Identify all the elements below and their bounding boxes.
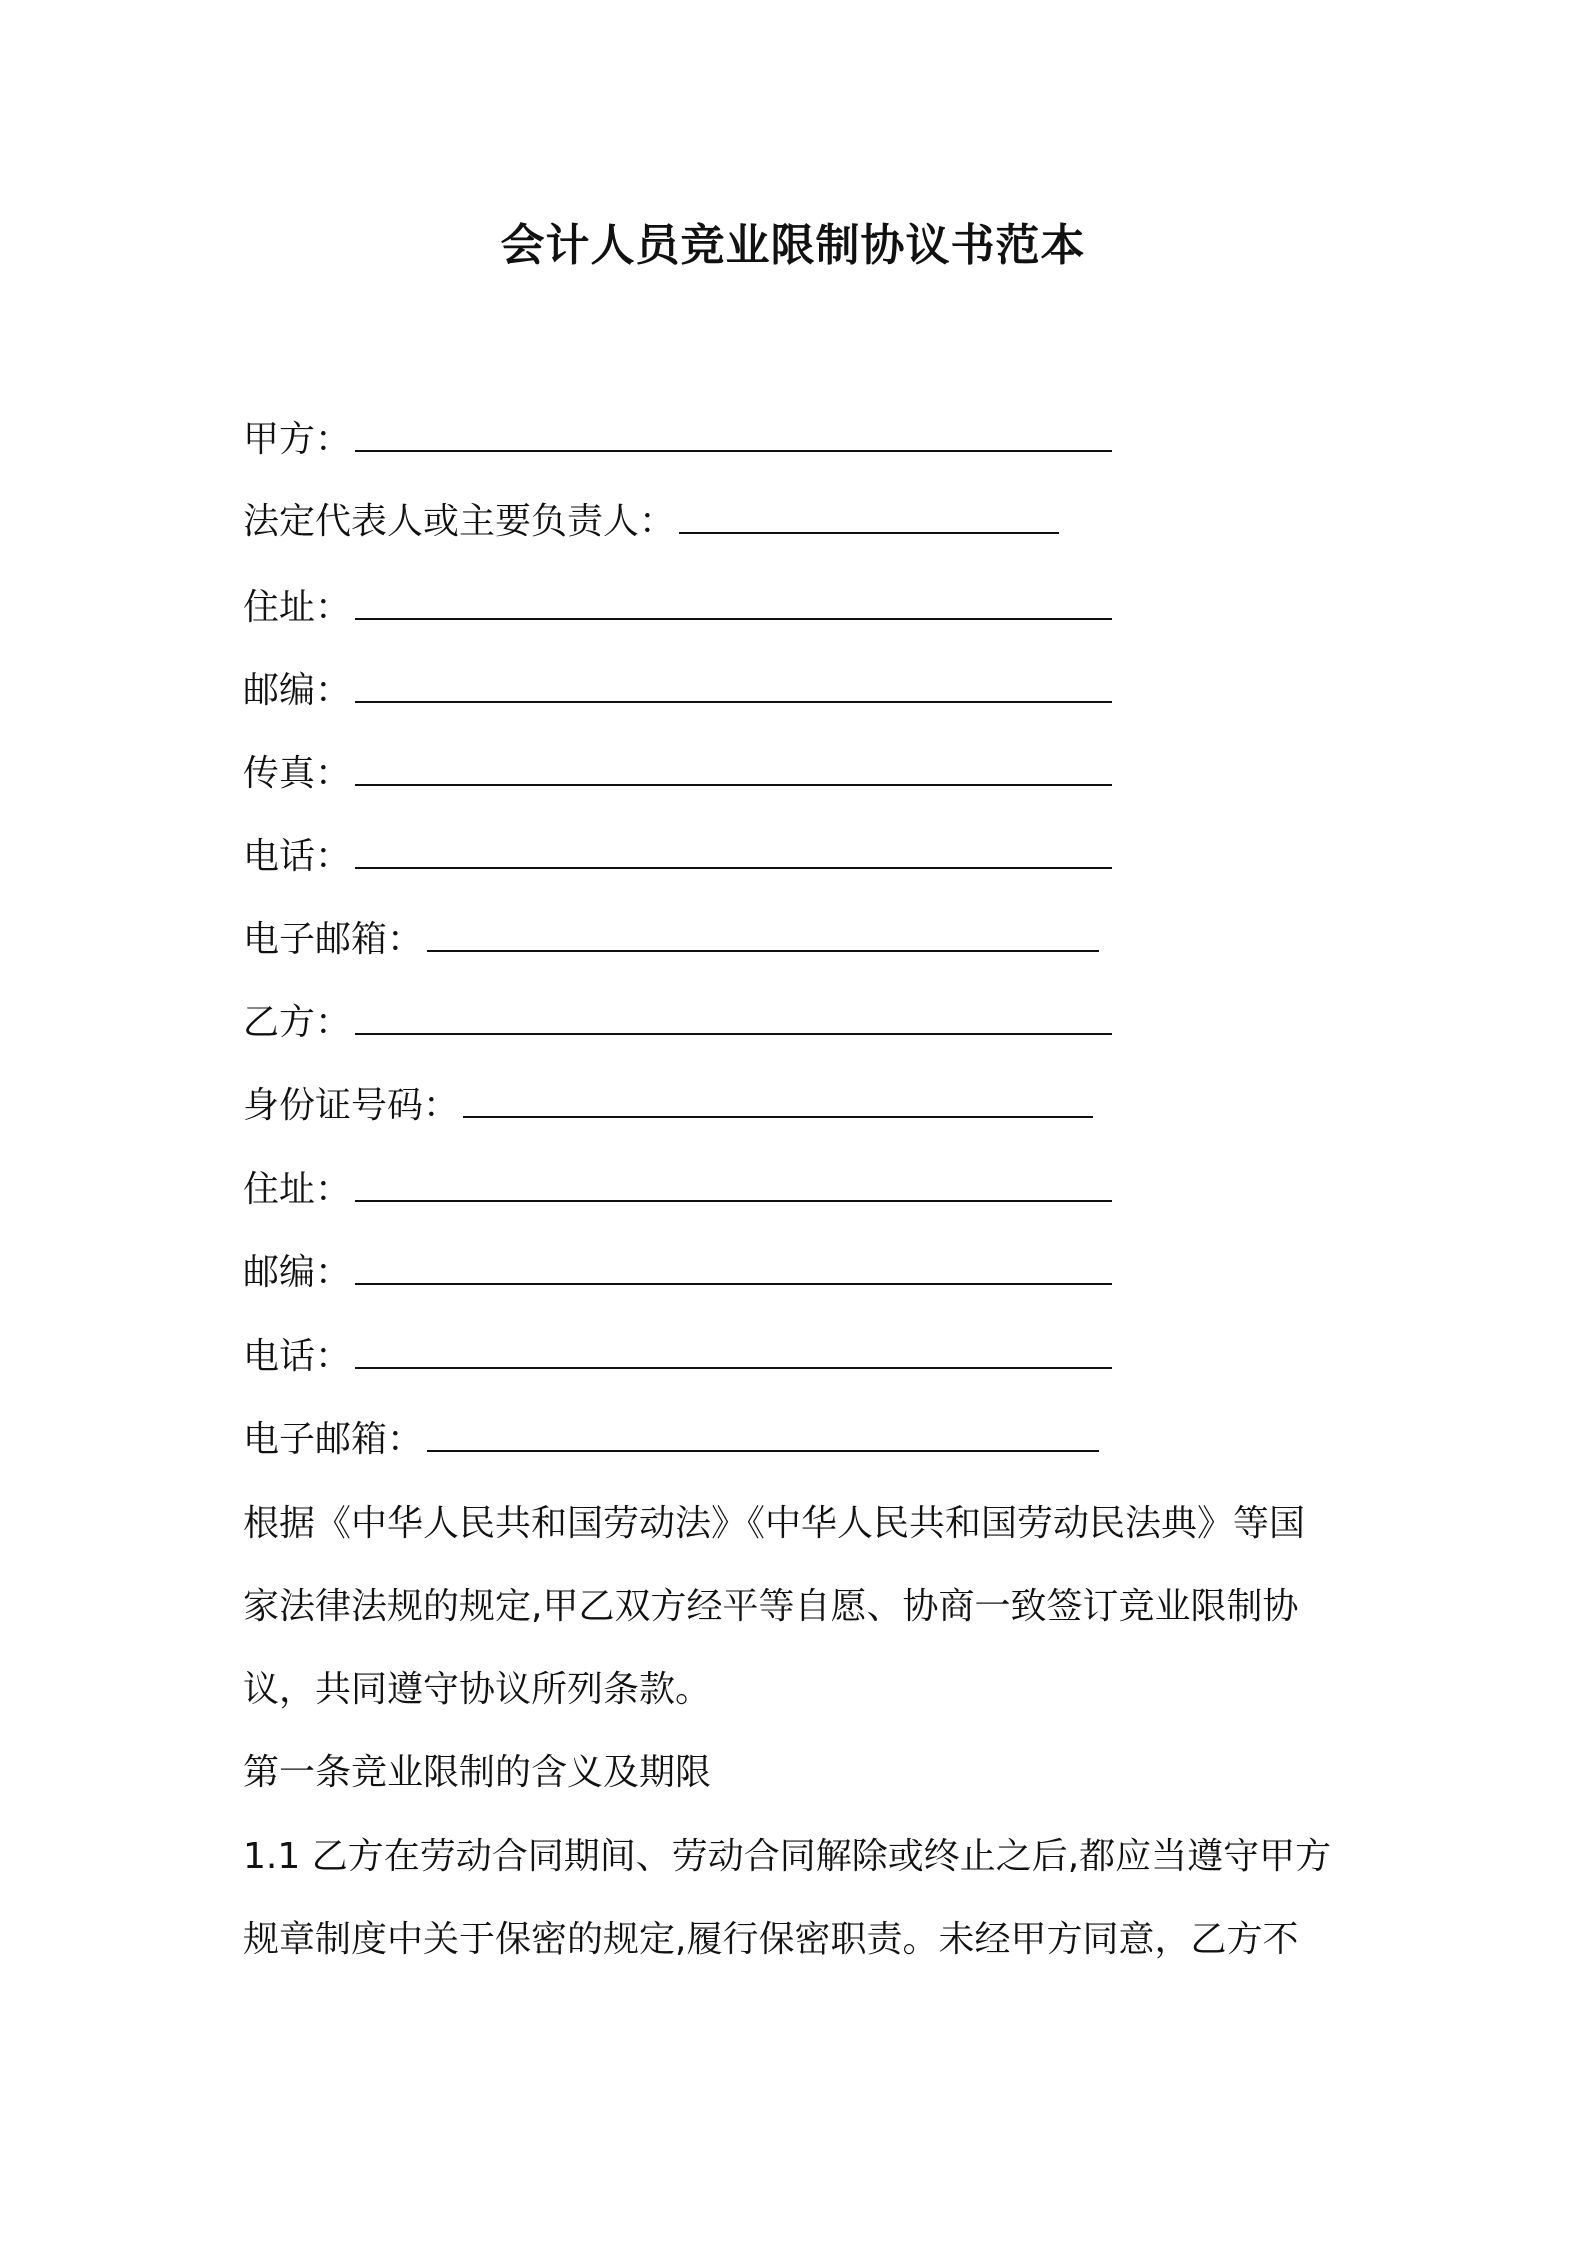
preamble-line-3: 议，共同遵守协议所列条款。 <box>243 1669 712 1710</box>
party-b-postcode-field <box>243 1243 1112 1303</box>
clause-1-1-line-1: 1.1 乙方在劳动合同期间、劳动合同解除或终止之后,都应当遵守甲方 <box>243 1836 1332 1877</box>
preamble-line-1: 根据《中华人民共和国劳动法》《中华人民共和国劳动民法典》等国 <box>243 1503 1306 1544</box>
party-b-name-field <box>243 993 1112 1053</box>
party-a-email-blank[interactable] <box>427 910 1099 952</box>
party-a-email-field <box>243 910 1099 970</box>
party-b-id-label: 身份证号码： <box>243 1085 460 1126</box>
party-b-postcode-label: 邮编： <box>243 1252 352 1293</box>
party-a-fax-label: 传真： <box>243 753 352 794</box>
party-a-fax-field <box>243 744 1112 804</box>
party-b-phone-field <box>243 1327 1112 1387</box>
party-a-email-label: 电子邮箱： <box>243 919 424 960</box>
party-b-email-blank[interactable] <box>427 1410 1099 1452</box>
party-b-phone-blank[interactable] <box>355 1327 1112 1369</box>
party-b-address-label: 住址： <box>243 1169 352 1210</box>
party-a-phone-field <box>243 827 1112 887</box>
party-a-phone-label: 电话： <box>243 836 352 877</box>
document-title: 会计人员竞业限制协议书范本 <box>500 220 1086 271</box>
party-a-address-label: 住址： <box>243 587 352 628</box>
party-b-id-field <box>243 1076 1093 1136</box>
article-1-heading: 第一条竞业限制的含义及期限 <box>243 1752 712 1793</box>
party-a-postcode-label: 邮编： <box>243 670 352 711</box>
party-b-name-label: 乙方： <box>243 1002 352 1043</box>
party-a-rep-blank[interactable] <box>679 492 1059 534</box>
party-b-address-blank[interactable] <box>355 1160 1112 1202</box>
preamble-line-2: 家法律法规的规定,甲乙双方经平等自愿、协商一致签订竞业限制协 <box>243 1586 1299 1627</box>
party-a-fax-blank[interactable] <box>355 744 1112 786</box>
party-b-address-field <box>243 1160 1112 1220</box>
party-a-postcode-field <box>243 661 1112 721</box>
party-a-phone-blank[interactable] <box>355 827 1112 869</box>
party-a-address-field <box>243 578 1112 638</box>
party-b-email-field <box>243 1410 1099 1470</box>
party-a-postcode-blank[interactable] <box>355 661 1112 703</box>
party-a-rep-field <box>243 492 1059 552</box>
clause-1-1-line-2: 规章制度中关于保密的规定,履行保密职责。未经甲方同意，乙方不 <box>243 1919 1299 1960</box>
party-a-address-blank[interactable] <box>355 578 1112 620</box>
party-a-name-field <box>243 410 1112 470</box>
party-b-email-label: 电子邮箱： <box>243 1419 424 1460</box>
party-b-name-blank[interactable] <box>355 993 1112 1035</box>
party-a-name-label: 甲方： <box>243 419 352 460</box>
party-b-postcode-blank[interactable] <box>355 1243 1112 1285</box>
party-b-phone-label: 电话： <box>243 1336 352 1377</box>
party-a-rep-label: 法定代表人或主要负责人： <box>243 501 676 542</box>
party-a-name-blank[interactable] <box>355 410 1112 452</box>
party-b-id-blank[interactable] <box>463 1076 1093 1118</box>
